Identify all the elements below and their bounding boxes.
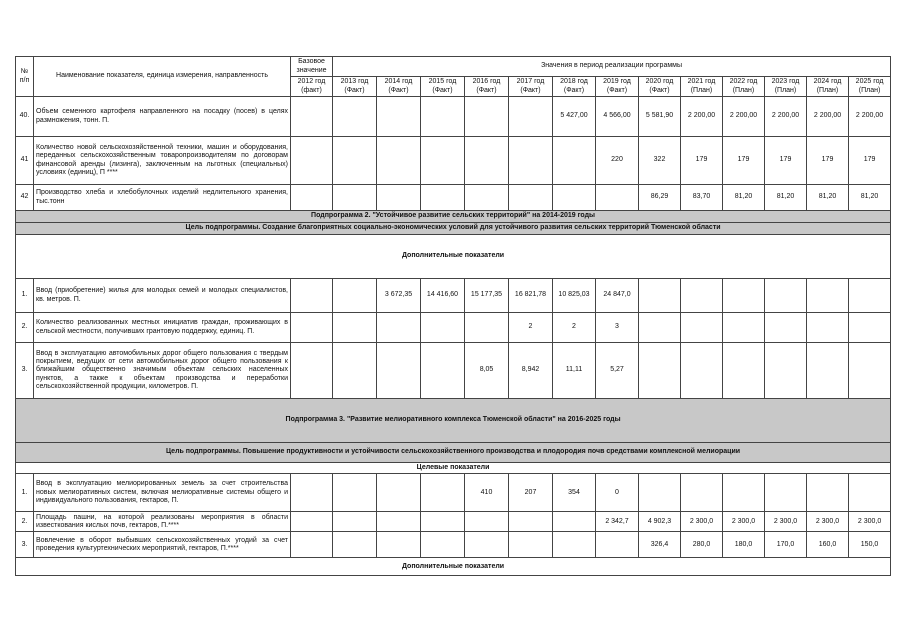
row-name: Вовлечение в оборот выбывших сельскохозяйственных угодий за счет проведения культуртехнических мероприятий, гектаров, П.**** <box>34 532 291 558</box>
header-period: Значения в период реализации программы <box>333 57 891 77</box>
value-cell: 2 200,00 <box>765 97 807 137</box>
value-cell: 220 <box>596 137 639 185</box>
value-cell <box>377 343 421 399</box>
header-year: 2012 год (факт) <box>291 77 333 97</box>
row-number: 40. <box>16 97 34 137</box>
value-cell <box>333 532 377 558</box>
value-cell <box>377 185 421 211</box>
row-name: Ввод в эксплуатацию автомобильных дорог общего пользования с твердым покрытием, ведущих от сети автомобильных дорог общего пользования к ближайшим общественно значимым объектам сельских населенных пунктов, а также к объектам производства и переработки сельскохозяйственной продукции, километров. П. <box>34 343 291 399</box>
value-cell <box>421 532 465 558</box>
value-cell: 179 <box>681 137 723 185</box>
header-name: Наименование показателя, единица измерения, направленность <box>34 57 291 97</box>
header-base: Базовое значение <box>291 57 333 77</box>
value-cell: 81,20 <box>807 185 849 211</box>
value-cell <box>639 313 681 343</box>
value-cell <box>765 279 807 313</box>
value-cell: 2 <box>553 313 596 343</box>
value-cell <box>333 185 377 211</box>
value-cell: 5 427,00 <box>553 97 596 137</box>
value-cell: 179 <box>765 137 807 185</box>
value-cell: 2 200,00 <box>723 97 765 137</box>
value-cell: 8,942 <box>509 343 553 399</box>
value-cell <box>723 343 765 399</box>
value-cell <box>509 185 553 211</box>
value-cell <box>333 474 377 512</box>
value-cell <box>807 343 849 399</box>
row-number: 1. <box>16 474 34 512</box>
row-number: 3. <box>16 343 34 399</box>
table-row <box>16 185 891 211</box>
header-year: 2014 год (Факт) <box>377 77 421 97</box>
row-number: 3. <box>16 532 34 558</box>
value-cell <box>291 474 333 512</box>
value-cell <box>639 279 681 313</box>
value-cell <box>509 532 553 558</box>
row-name: Количество новой сельскохозяйственной техники, машин и оборудования, переданных сельскохозяйственным товаропроизводителям по договорам финансовой аренды (лизинга), заключенным на льготных (специальных) условиях (единиц), П **** <box>34 137 291 185</box>
header-year: 2017 год (Факт) <box>509 77 553 97</box>
value-cell: 2 300,0 <box>723 512 765 532</box>
value-cell <box>291 279 333 313</box>
value-cell: 410 <box>465 474 509 512</box>
value-cell <box>681 279 723 313</box>
value-cell: 4 902,3 <box>639 512 681 532</box>
value-cell: 81,20 <box>765 185 807 211</box>
value-cell: 2 200,00 <box>681 97 723 137</box>
table-row <box>16 313 891 343</box>
value-cell <box>291 532 333 558</box>
value-cell <box>421 343 465 399</box>
value-cell <box>681 313 723 343</box>
header-year: 2019 год (Факт) <box>596 77 639 97</box>
value-cell <box>849 474 891 512</box>
row-number: 2. <box>16 512 34 532</box>
header-year: 2023 год (План) <box>765 77 807 97</box>
value-cell: 4 566,00 <box>596 97 639 137</box>
header-year: 2022 год (План) <box>723 77 765 97</box>
section-title: Дополнительные показатели <box>16 235 891 279</box>
value-cell <box>765 343 807 399</box>
value-cell <box>681 343 723 399</box>
value-cell <box>333 279 377 313</box>
value-cell <box>723 279 765 313</box>
section-band: Подпрограмма 3. "Развитие мелиоративного комплекса Тюменской области" на 2016-2025 годы <box>16 399 891 443</box>
header-num: № п/п <box>16 57 34 97</box>
value-cell <box>291 512 333 532</box>
value-cell <box>849 343 891 399</box>
table-row <box>16 343 891 399</box>
value-cell <box>377 512 421 532</box>
value-cell: 81,20 <box>723 185 765 211</box>
value-cell <box>333 343 377 399</box>
table-row <box>16 97 891 137</box>
section-title: Дополнительные показатели <box>16 558 891 576</box>
value-cell <box>421 185 465 211</box>
value-cell: 24 847,0 <box>596 279 639 313</box>
value-cell <box>421 313 465 343</box>
value-cell: 2 300,0 <box>765 512 807 532</box>
row-number: 1. <box>16 279 34 313</box>
value-cell <box>639 474 681 512</box>
table-row <box>16 512 891 532</box>
section-band: Подпрограмма 2. "Устойчивое развитие сельских территорий" на 2014-2019 годы <box>16 211 891 223</box>
header-year: 2018 год (Факт) <box>553 77 596 97</box>
value-cell: 2 200,00 <box>807 97 849 137</box>
value-cell: 5,27 <box>596 343 639 399</box>
header-year: 2021 год (План) <box>681 77 723 97</box>
section-band: Цель подпрограммы. Создание благоприятных социально-экономических условий для устойчивого развития сельских территорий Тюменской области <box>16 223 891 235</box>
value-cell: 15 177,35 <box>465 279 509 313</box>
value-cell: 2 342,7 <box>596 512 639 532</box>
value-cell <box>291 343 333 399</box>
value-cell <box>377 532 421 558</box>
value-cell <box>765 474 807 512</box>
value-cell: 280,0 <box>681 532 723 558</box>
value-cell <box>849 279 891 313</box>
value-cell <box>291 137 333 185</box>
value-cell <box>465 313 509 343</box>
value-cell: 14 416,60 <box>421 279 465 313</box>
value-cell <box>291 185 333 211</box>
value-cell <box>509 97 553 137</box>
value-cell: 2 300,0 <box>681 512 723 532</box>
value-cell <box>553 532 596 558</box>
value-cell <box>333 313 377 343</box>
header-year: 2016 год (Факт) <box>465 77 509 97</box>
table-row <box>16 532 891 558</box>
value-cell: 160,0 <box>807 532 849 558</box>
value-cell <box>596 185 639 211</box>
value-cell <box>333 512 377 532</box>
value-cell: 83,70 <box>681 185 723 211</box>
section-band: Цель подпрограммы. Повышение продуктивности и устойчивости сельскохозяйственного производства и плодородия почв средствами комплексной мелиорации <box>16 443 891 463</box>
value-cell <box>291 313 333 343</box>
value-cell <box>509 137 553 185</box>
value-cell: 0 <box>596 474 639 512</box>
indicators-table <box>15 56 891 576</box>
value-cell: 8,05 <box>465 343 509 399</box>
value-cell <box>377 474 421 512</box>
value-cell: 354 <box>553 474 596 512</box>
value-cell <box>553 512 596 532</box>
row-name: Ввод в эксплуатацию мелиорированных земель за счет строительства новых мелиоративных систем, включая мелиоративные системы общего и индивидуального пользования, гектаров, П. <box>34 474 291 512</box>
value-cell <box>723 313 765 343</box>
value-cell: 2 <box>509 313 553 343</box>
value-cell <box>291 97 333 137</box>
value-cell: 180,0 <box>723 532 765 558</box>
value-cell <box>377 97 421 137</box>
value-cell: 170,0 <box>765 532 807 558</box>
value-cell <box>681 474 723 512</box>
table-row <box>16 279 891 313</box>
value-cell <box>421 474 465 512</box>
header-year: 2024 год (План) <box>807 77 849 97</box>
value-cell: 2 200,00 <box>849 97 891 137</box>
value-cell: 3 <box>596 313 639 343</box>
header-year: 2020 год (Факт) <box>639 77 681 97</box>
value-cell: 3 672,35 <box>377 279 421 313</box>
value-cell: 2 300,0 <box>807 512 849 532</box>
value-cell <box>723 474 765 512</box>
value-cell: 5 581,90 <box>639 97 681 137</box>
header-year: 2025 год (План) <box>849 77 891 97</box>
value-cell <box>553 185 596 211</box>
row-name: Ввод (приобретение) жилья для молодых семей и молодых специалистов, кв. метров. П. <box>34 279 291 313</box>
value-cell <box>765 313 807 343</box>
value-cell <box>333 97 377 137</box>
value-cell <box>377 313 421 343</box>
value-cell: 179 <box>807 137 849 185</box>
value-cell: 179 <box>849 137 891 185</box>
value-cell: 86,29 <box>639 185 681 211</box>
value-cell <box>333 137 377 185</box>
header-year: 2015 год (Факт) <box>421 77 465 97</box>
value-cell <box>807 313 849 343</box>
value-cell: 2 300,0 <box>849 512 891 532</box>
value-cell: 179 <box>723 137 765 185</box>
value-cell: 10 825,03 <box>553 279 596 313</box>
value-cell: 81,20 <box>849 185 891 211</box>
row-name: Количество реализованных местных инициатив граждан, проживающих в сельской местности, получивших грантовую поддержку, единиц. П. <box>34 313 291 343</box>
value-cell <box>807 279 849 313</box>
row-name: Площадь пашни, на которой реализованы мероприятия в области известкования кислых почв, гектаров, П.**** <box>34 512 291 532</box>
value-cell <box>465 97 509 137</box>
row-number: 41 <box>16 137 34 185</box>
value-cell <box>849 313 891 343</box>
value-cell <box>421 97 465 137</box>
value-cell <box>639 343 681 399</box>
value-cell: 150,0 <box>849 532 891 558</box>
section-title: Целевые показатели <box>16 463 891 474</box>
value-cell: 207 <box>509 474 553 512</box>
table-row <box>16 474 891 512</box>
value-cell <box>421 512 465 532</box>
value-cell: 322 <box>639 137 681 185</box>
table-row <box>16 137 891 185</box>
value-cell <box>465 185 509 211</box>
value-cell <box>807 474 849 512</box>
row-name: Объем семенного картофеля направленного на посадку (посев) в целях размножения, тонн. П. <box>34 97 291 137</box>
row-name: Производство хлеба и хлебобулочных изделий недлительного хранения, тыс.тонн <box>34 185 291 211</box>
value-cell: 11,11 <box>553 343 596 399</box>
value-cell <box>465 137 509 185</box>
value-cell <box>377 137 421 185</box>
value-cell <box>465 512 509 532</box>
value-cell: 16 821,78 <box>509 279 553 313</box>
value-cell <box>465 532 509 558</box>
value-cell: 326,4 <box>639 532 681 558</box>
row-number: 2. <box>16 313 34 343</box>
value-cell <box>509 512 553 532</box>
row-number: 42 <box>16 185 34 211</box>
value-cell <box>596 532 639 558</box>
value-cell <box>421 137 465 185</box>
value-cell <box>553 137 596 185</box>
header-year: 2013 год (Факт) <box>333 77 377 97</box>
